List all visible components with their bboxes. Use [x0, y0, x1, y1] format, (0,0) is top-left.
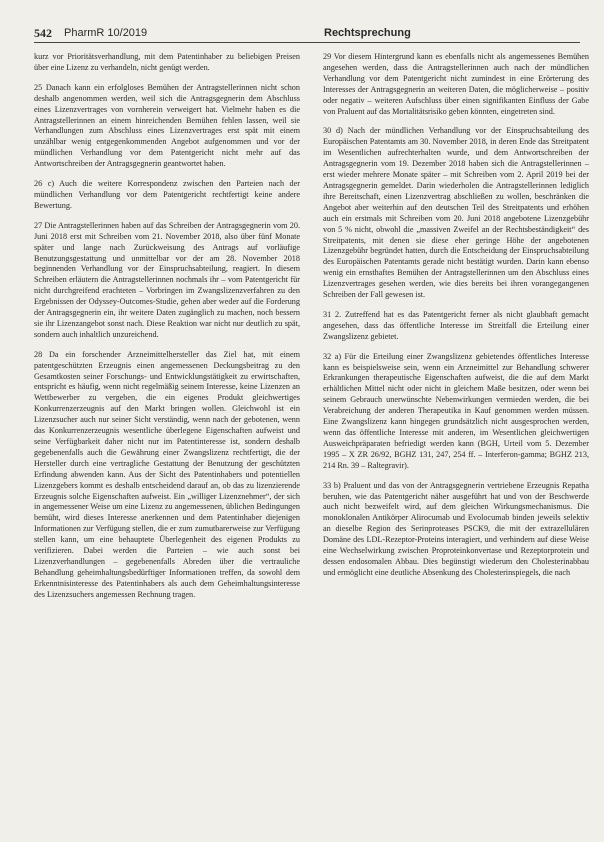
paragraph-32: 32 a) Für die Erteilung einer Zwangslizenz gebietendes öffentliches Interesse kann es beispielsweise sein, wenn ein Arzneimittel zur Behandlung schwerer Erkrankungen therapeutische Eigenschaften aufweist, die die auf dem Markt erhältlichen Mittel nicht oder nicht in gleichem Maße besitzen, oder wenn bei seinem Gebrauch unerwünschte Nebenwirkungen vermieden werden, die bei Verabreichung der anderen Therapeutika in Kauf genommen werden müssen. Eine Zwangslizenz kann hingegen grundsätzlich nicht ausgesprochen werden, wenn das öffentliche Interesse mit anderen, im Wesentlichen gleichwertigen Ausweichpräparaten befriedigt werden kann (BGH, Urteil vom 5. Dezember 1995 – X ZR 26/92, BGHZ 131, 247, 254 ff. – Interferon-gamma; BGHZ 213, 214 Rn. 39 – Raltegravir).: [323, 351, 589, 470]
paragraph-25: 25 Danach kann ein erfolgloses Bemühen der Antragstellerinnen nicht schon deshalb angenommen werden, weil sich die Antragsgegnerin dem Abschluss eines Lizenzvertrages von vornherein verweigert hat. Vielmehr haben es die Antragstellerinnen an einem hinreichenden Bemühen fehlen lassen, weil sie Verhandlungen zum Abschluss eines Lizenzvertrages erst spät mit einem unzählbar wenig entgegenkommenden Angebot aufgenommen und vor der mündlichen Verhandlung vor dem Patentgericht nicht mehr auf das Antwortschreiben der Antragsgegnerin geantwortet haben.: [34, 82, 300, 169]
paragraph-30: 30 d) Nach der mündlichen Verhandlung vor der Einspruchsabteilung des Europäischen Patentamts am 30. November 2018, in deren Ende das Streitpatent im Wesentlichen aufrechterhalten wurde, und dem Antwortschreiben der Antragsgegnerin vom 19. Dezember 2018 haben sich die Antragstellerinnen – erst wieder mehrere Monate später – mit Schreiben vom 2. April 2019 bei der Antragsgegnerin gemeldet. Darin wiederholen die Antragstellerinnen lediglich ihre Bereitschaft, einen Lizenzvertrag abschließen zu wollen, beschränken die Angebot aber weiterhin auf den deutschen Teil des Streitpatents und erhöhen auch ein erstmals mit Schreiben vom 20. Juni 2018 angebotene Lizenzgebühr von 5 % nicht, obwohl die „massiven Zweifel an der Rechtsbeständigkeit“ des Streitpatents, mit denen sie diese eher geringe Höhe der angebotenen Lizenzgebühr begründet hatten, durch die Entscheidung der Einspruchsabteilung des Europäischen Patentamts gerade nicht bestätigt wurden. Darin kann ebenso wenig ein ernsthaftes Bemühen der Antragstellerinnen um den Abschluss eines Lizenzvertrages gesehen werden, wie dies bereits bei ihren vorangegangenen Schreiben der Fall gewesen ist.: [323, 126, 589, 300]
paragraph-28: 28 Da ein forschender Arzneimittelhersteller das Ziel hat, mit einem patentgeschützten Erzeugnis einen angemessenen Deckungsbeitrag zu den Gesamtkosten seiner Forschungs- und Entwicklungstätigkeit zu erwirtschaften, entspricht es häufig, wenn nicht regelmäßig seinem Interesse, keine Lizenzen an Wettbewerber zu vergeben, die ein eigenes Produkt gleichwertiges Konkurrenzerzeugnis auf den Markt bringen wollen. Gleichwohl ist ein Lizenzsucher auch nur seiner Sicht verständig, wenn nach der gebotenen, wenn das Konkurrenzerzeugnis wesentliche überlegene Eigenschaften aufweist und seine Verfügbarkeit daher nicht nur im Patentinteresse ist, sondern deshalb gegebenenfalls auch die Gewährung einer Zwangslizenz rechtfertigt, die der Hersteller durch eine vertragliche Gestattung der Benutzung der geschützten Erfindung abwenden kann. Aus der Sicht des Patentinhabers und potentiellen Lizenzgebers kommt es deshalb entscheidend darauf an, ob das zu lizenzierende Erzeugnis solche Eigenschaften aufweist. Ein „williger Lizenznehmer“, der sich in angemessener Weise um eine Lizenz zu angemessenen, üblichen Bedingungen bemüht, wird dieses Interesse anerkennen und dem Patentinhaber diejenigen Informationen zur Verfügung stellen, die er zum zumutbarerweise zur Verfügung stellen kann, um eine behauptete Überlegenheit des eigenen Produkts zu verifizieren. Dabei werden die Parteien – wie auch sonst bei Lizenzverhandlungen – gegebenenfalls Abreden über die vertrauliche Behandlung geheimhaltungsbedürftiger Informationen treffen, da sowohl dem Erkenntnisinteresse des Patentinhabers als auch dem Geheimhaltungsinteresse des Lizenzsuchers angemessen Rechnung tragen.: [34, 349, 300, 599]
journal-citation: PharmR 10/2019: [64, 27, 148, 39]
paragraph-continued: kurz vor Prioritätsverhandlung, mit dem Patentinhaber zu beliebigen Preisen über eine Lizenz zu verhandeln, nicht genügt werden.: [34, 52, 300, 72]
paragraph-29: 29 Vor diesem Hintergrund kann es ebenfalls nicht als angemessenes Bemühen angesehen werden, dass die Antragstellerinnen auch nach der mündlichen Verhandlung vor dem Patentgericht nicht zumindest in eine Erörterung des Interesses der Antragsgegnerin an weiteren Daten, die möglicherweise – positiv oder negativ – weiteren Aufschluss über einen signifikanten Einfluss der Gabe von Praluent auf das Mortalitätsrisiko geben könnten, eingetreten sind.: [323, 52, 589, 116]
section-title: Rechtsprechung: [324, 27, 411, 39]
page-header: [34, 24, 580, 44]
header-rule: [34, 42, 580, 43]
paragraph-26: 26 c) Auch die weitere Korrespondenz zwischen den Parteien nach der mündlichen Verhandlung vor dem Patentgericht rechtfertigt keine andere Bewertung.: [34, 179, 300, 210]
left-column: [34, 52, 300, 610]
paragraph-27: 27 Die Antragstellerinnen haben auf das Schreiben der Antragsgegnerin vom 20. Juni 2018 erst mit Schreiben vom 21. November 2018, also über fünf Monate später und lange nach Zurückweisung des Antrags auf vorläufige Benutzungsgestattung und unmittelbar vor der am 28. November 2018 beginnenden Verhandlung vor der Einspruchsabteilung, reagiert. In diesem Schreiben erläutern die Antragstellerinnen nochmals ihr – vom Patentgericht für nicht durchgreifend erachteten – Vorbringen im Zwangslizenzverfahren zu den Ergebnissen der Odyssey-Outcomes-Studie, gehen aber weder auf die Forderung der Antragsgegnerin ein, ihr weitere Daten zugänglich zu machen, noch bessern sie ihr Lizenzangebot sonst nach. Diese Reaktion war nicht nur deutlich zu spät, sondern auch inhaltlich unzureichend.: [34, 220, 300, 339]
right-column: [323, 52, 589, 588]
paragraph-31: 31 2. Zutreffend hat es das Patentgericht ferner als nicht glaubhaft gemacht angesehen, dass das öffentliche Interesse im Streitfall die Erteilung einer Zwangslizenz gebietet.: [323, 309, 589, 341]
paragraph-33: 33 b) Praluent und das von der Antragsgegnerin vertriebene Erzeugnis Repatha beruhen, wie das Patentgericht näher ausgeführt hat und von der Beschwerde auch nicht bezweifelt wird, auf dem gleichen Wirkungsmechanismus. Die monoklonalen Antikörper Alirocumab und Evolocumab binden jeweils selektiv an dieselbe Region des Serinproteases PSCK9, die mit der extrazellulären Domäne des LDL-Rezeptor-Proteins interagiert, und verhindern auf diese Weise eine Wechselwirkung zwischen Proproteinkonvertase und Rezeptorprotein und dessen endosomalen Abbau. Dies begünstigt wiederum den Cholesterinabbau und ermöglicht eine deutliche Absenkung des Cholesterinspiegels, die nach: [323, 480, 589, 577]
page-number: 542: [34, 26, 52, 40]
